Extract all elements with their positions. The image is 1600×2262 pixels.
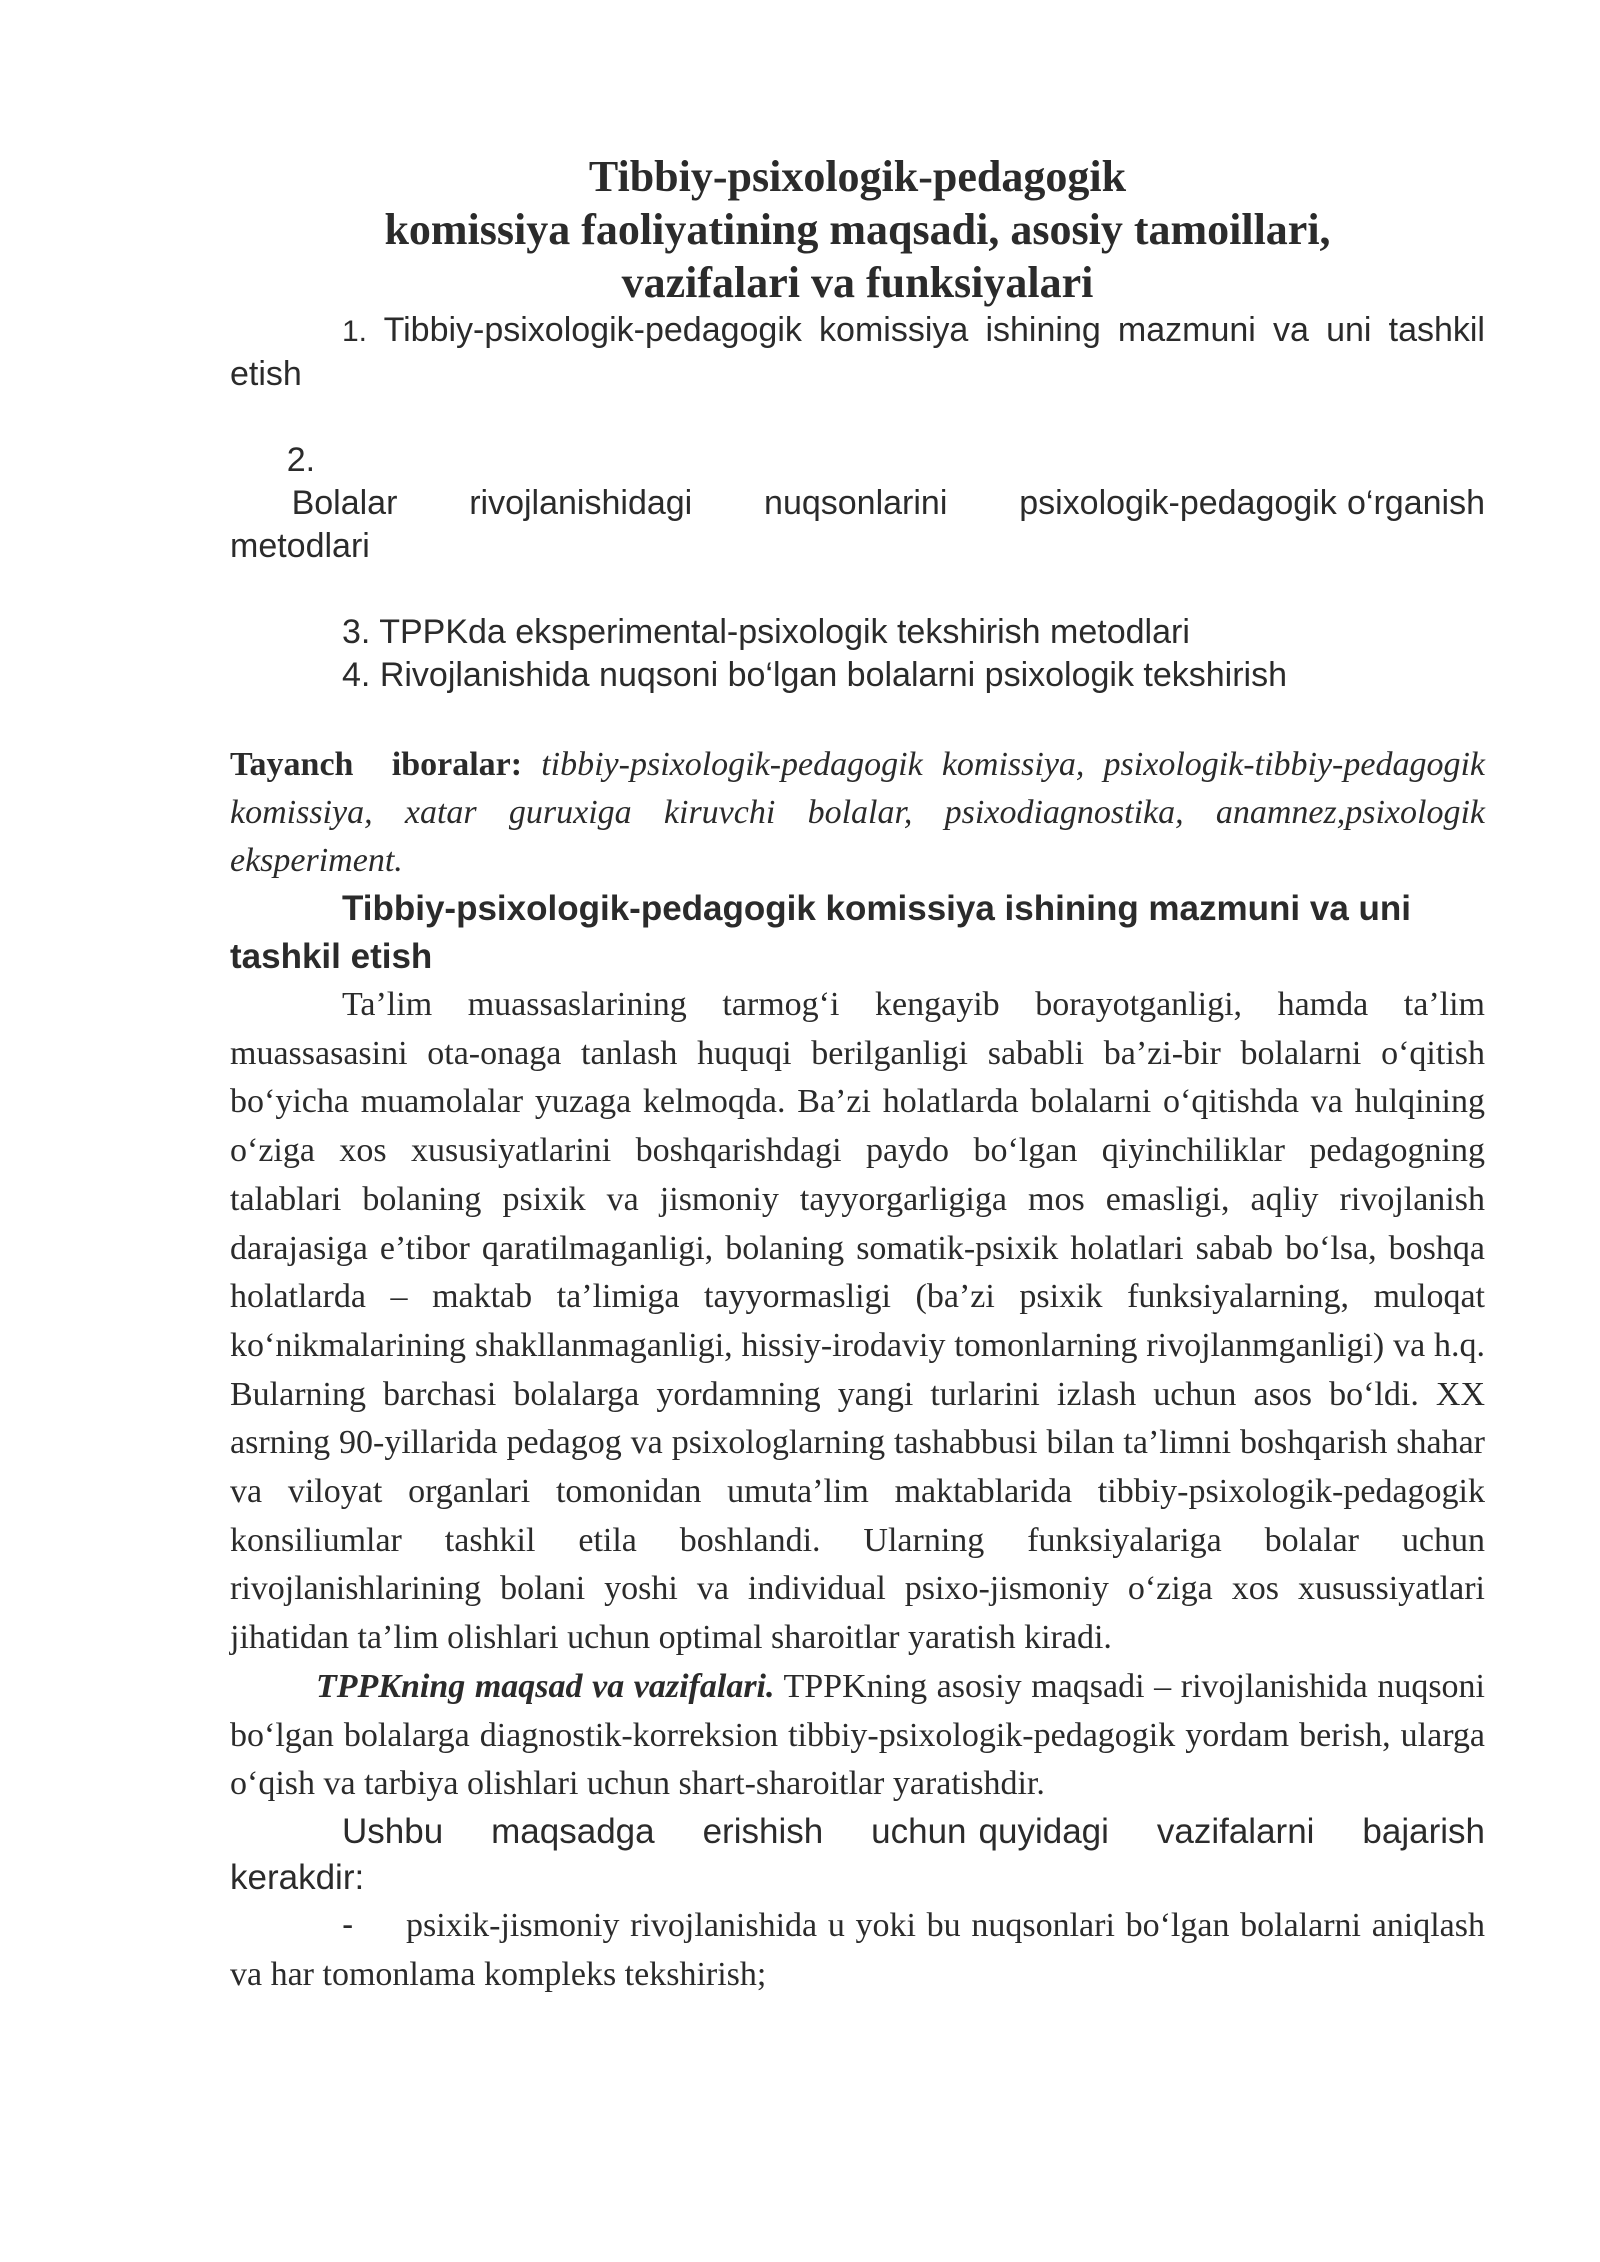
body-paragraph: Ta’lim muassaslarining tarmog‘i kengayib borayotganligi, hamda ta’lim muassasasini ota-onaga tanlash huquqi berilganligi sababli ba’zi-bir bolalarni o‘qitish bo‘yicha muamolalar yuzaga kelmoqda. Ba’zi holatlarda bolalarni o‘qitishda va hulqining o‘ziga xos xususiyatlarini boshqarishdagi paydo bo‘lgan qiyinchiliklar pedagogning talablari bolaning psixik va jismoniy tayyorgarligiga mos emasligi, aqliy rivojlanish darajasiga e’tibor qaratilmaganligi, bolaning somatik-psixik holatlari sabab bo‘lsa, boshqa holatlarda – maktab ta’limiga tayyormasligi (ba’zi psixik funksiyalarning, muloqat ko‘nikmalarining shakllanmaganligi, hissiy-irodaviy tomonlarning rivojlanmganligi) va h.q. Bularning barchasi bolalarga yordamning yangi turlarini izlash uchun asos bo‘ldi. XX asrning 90-yillarida pedagog va psixologlarning tashabbusi bilan ta’limni boshqarish shahar va viloyat organlari tomonidan umuta’lim maktablarida tibbiy-psixologik-pedagogik konsiliumlar tashkil etila boshlandi. Ularning funksiyalariga bolalar uchun rivojlanishlarining bolani yoshi va individual psixo-jismoniy o‘ziga xos xusussiyatlari jihatidan ta’lim olishlari uchun optimal sharoitlar yaratish kiradi. bbox=[230, 986, 1485, 1657]
topic-number: 2. bbox=[286, 441, 316, 479]
dash-bullet: - bbox=[342, 1905, 354, 1944]
paragraph-text: TPPKning asosiy maqsadi – rivojlanishida nuqsoni bo‘lgan bolalarga diagnostik-korreksion tibbiy-psixologik-pedagogik yordam berish, ularga o‘qish va tarbiya olishlari uchun shart-sharoitlar yaratishdir. bbox=[230, 1667, 1485, 1803]
keywords-paragraph bbox=[230, 741, 1485, 885]
keywords-label: Tayanch iboralar: bbox=[230, 746, 523, 783]
topic-item bbox=[230, 654, 1485, 697]
document-title bbox=[230, 150, 1485, 309]
topic-number: 3. bbox=[342, 613, 371, 651]
topic-text: Bolalar rivojlanishidagi nuqsonlarini psixologik-pedagogik o‘rganish metodlari bbox=[230, 484, 1495, 565]
topic-number: 4. bbox=[342, 656, 371, 694]
topic-text: Rivojlanishida nuqsoni bo‘lgan bolalarni psixologik tekshirish bbox=[379, 656, 1288, 694]
topics-list bbox=[230, 309, 1495, 697]
title-line: vazifalari va funksiyalari bbox=[621, 258, 1094, 307]
paragraph-lead: TPPKning maqsad va vazifalari. bbox=[316, 1667, 775, 1705]
title-line: komissiya faoliyatining maqsadi, asosiy tamoillari, bbox=[384, 205, 1331, 254]
section-heading: Tibbiy-psixologik-pedagogik komissiya ishining mazmuni va uni tashkil etish bbox=[230, 889, 1411, 976]
body-paragraph bbox=[230, 1663, 1485, 1809]
keywords-text: tibbiy-psixologik-pedagogik komissiya, psixologik-tibbiy-pedagogik komissiya, xatar guruxiga kiruvchi bolalar, psixodiagnostika, anamnez,psixologik eksperiment. bbox=[230, 746, 1486, 879]
topic-item bbox=[230, 309, 1485, 396]
title-line: Tibbiy-psixologik-pedagogik bbox=[588, 152, 1127, 201]
topic-text: Tibbiy-psixologik-pedagogik komissiya ishining mazmuni va uni tashkil etish bbox=[230, 311, 1485, 393]
topic-item bbox=[230, 396, 1495, 611]
topic-text: TPPKda eksperimental-psixologik tekshirish metodlari bbox=[379, 613, 1190, 651]
list-item-text: psixik-jismoniy rivojlanishida u yoki bu nuqsonlari bo‘lgan bolalarni aniqlash va har tomonlama kompleks tekshirish; bbox=[230, 1906, 1485, 1993]
topic-number: 1. bbox=[342, 315, 368, 348]
document-page bbox=[230, 150, 1495, 1999]
body-paragraph: Ushbu maqsadga erishish uchun quyidagi vazifalarni bajarish kerakdir: bbox=[230, 1811, 1495, 1897]
topic-item bbox=[230, 611, 1485, 654]
list-item bbox=[230, 1901, 1485, 1999]
